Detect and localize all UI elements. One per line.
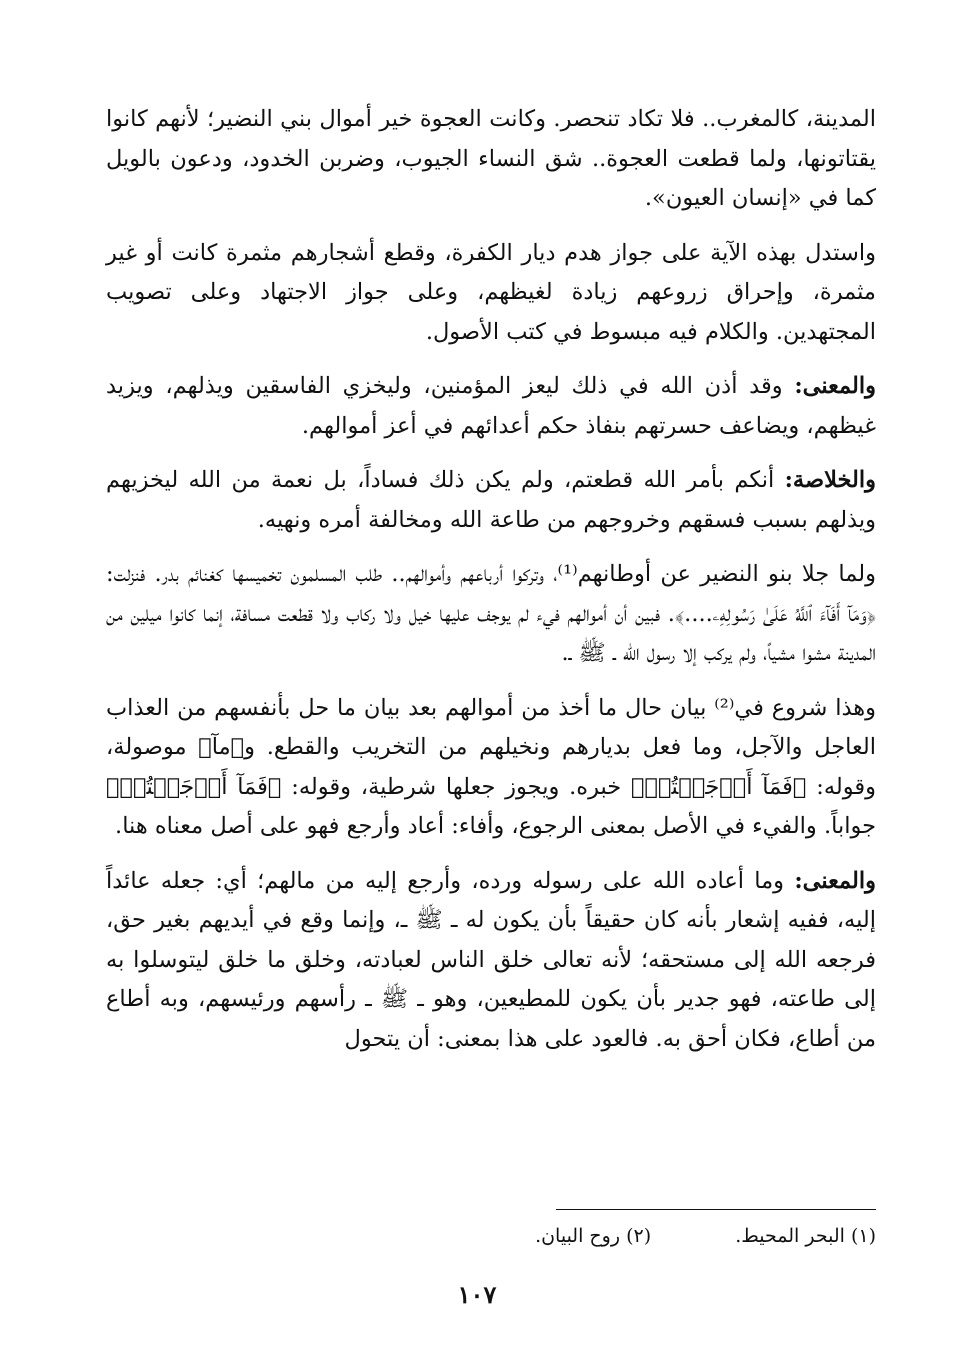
paragraph-lead: والخلاصة:	[784, 467, 876, 493]
paragraph-1	[106, 100, 876, 219]
paragraph-lead: والمعنى:	[794, 373, 876, 399]
paragraph-text: وما أعاده الله على رسوله ورده، وأرجع إليه من مالهم؛ أي: جعله عائداً إليه، ففيه إشعار بأنه كان حقيقاً بأن يكون له ـ ﷺ ـ، وإنما وقع في أيديهم بغير حق، فرجعه الله إلى مستحقه؛ لأنه تعالى خلق الناس لعبادته، وخلق ما خلق ليتوسلوا به إلى طاعته، فهو جدير بأن يكون للمطيعين، وهو ـ ﷺ ـ رأسهم ورئيسهم، وبه أطاع من أطاع، فكان أحق به. فالعود على هذا بمعنى: أن يتحول	[106, 867, 876, 1052]
main-text	[106, 100, 876, 1074]
footnote-2: (٢) روح البيان.	[535, 1225, 652, 1247]
paragraph-text: واستدل بهذه الآية على جواز هدم ديار الكفرة، وقطع أشجارهم مثمرة كانت أو غير مثمرة، وإحراق زروعهم زيادة لغيظهم، وعلى جواز الاجتهاد وعلى تصويب المجتهدين. والكلام فيه مبسوط في كتب الأصول.	[106, 239, 876, 345]
paragraph-text: وهذا شروع في⁽²⁾ بيان حال ما أخذ من أموالهم بعد بيان ما حل بأنفسهم من العذاب العاجل والآجل، وما فعل بديارهم ونخيلهم من التخريب والقطع. و﴿مآ﴾ موصولة، وقوله: ﴿فَمَآ أَوۡجَفۡتُمۡ﴾ خبره. ويجوز جعلها شرطية، وقوله: ﴿فَمَآ أَوۡجَفۡتُمۡ﴾ جواباً. والفيء في الأصل بمعنى الرجوع، وأفاء: أعاد وأرجع فهو على أصل معناه هنا.	[106, 694, 876, 839]
paragraph-6	[106, 689, 876, 847]
paragraph-7	[106, 862, 876, 1060]
paragraph-lead: والمعنى:	[794, 867, 876, 894]
paragraph-2	[106, 234, 876, 353]
paragraph-text: ولما جلا بنو النضير عن أوطانهم⁽¹⁾، وتركوا أرباعهم وأموالهم.. طلب المسلمون تخميسها كغنائم بدر. فنزلت: ﴿وَمَآ أَفَآءَ ٱللَّهُ عَلَىٰ رَسُولِهِۦ....﴾. فبين أن أموالهم فيء لم يوجف عليها خيل ولا ركاب ولا قطعت مسافة، إنما كانوا ميلين من المدينة مشوا مشياً، ولم يركب إلا رسول الله ـ ﷺ ـ.	[106, 561, 876, 666]
paragraph-text: وقد أذن الله في ذلك ليعز المؤمنين، وليخزي الفاسقين ويذلهم، ويزيد غيظهم، ويضاعف حسرتهم بنفاذ حكم أعدائهم في أعز أموالهم.	[106, 373, 876, 439]
paragraph-4	[106, 461, 876, 540]
footnote-separator	[556, 1209, 876, 1210]
footnotes	[276, 1222, 876, 1250]
paragraph-text: أنكم بأمر الله قطعتم، ولم يكن ذلك فساداً، بل نعمة من الله ليخزيهم ويذلهم بسبب فسقهم وخروجهم من طاعة الله ومخالفة أمره ونهيه.	[106, 467, 876, 533]
footnote-1: (١) البحر المحيط.	[735, 1225, 876, 1247]
page-number: ١٠٧	[457, 1280, 497, 1309]
paragraph-3	[106, 367, 876, 446]
paragraph-text: المدينة، كالمغرب.. فلا تكاد تنحصر. وكانت العجوة خير أموال بني النضير؛ لأنهم كانوا يقتاتونها، ولما قطعت العجوة.. شق النساء الجيوب، وضربن الخدود، ودعون بالويل كما في «إنسان العيون».	[106, 106, 876, 211]
paragraph-5	[106, 555, 876, 674]
